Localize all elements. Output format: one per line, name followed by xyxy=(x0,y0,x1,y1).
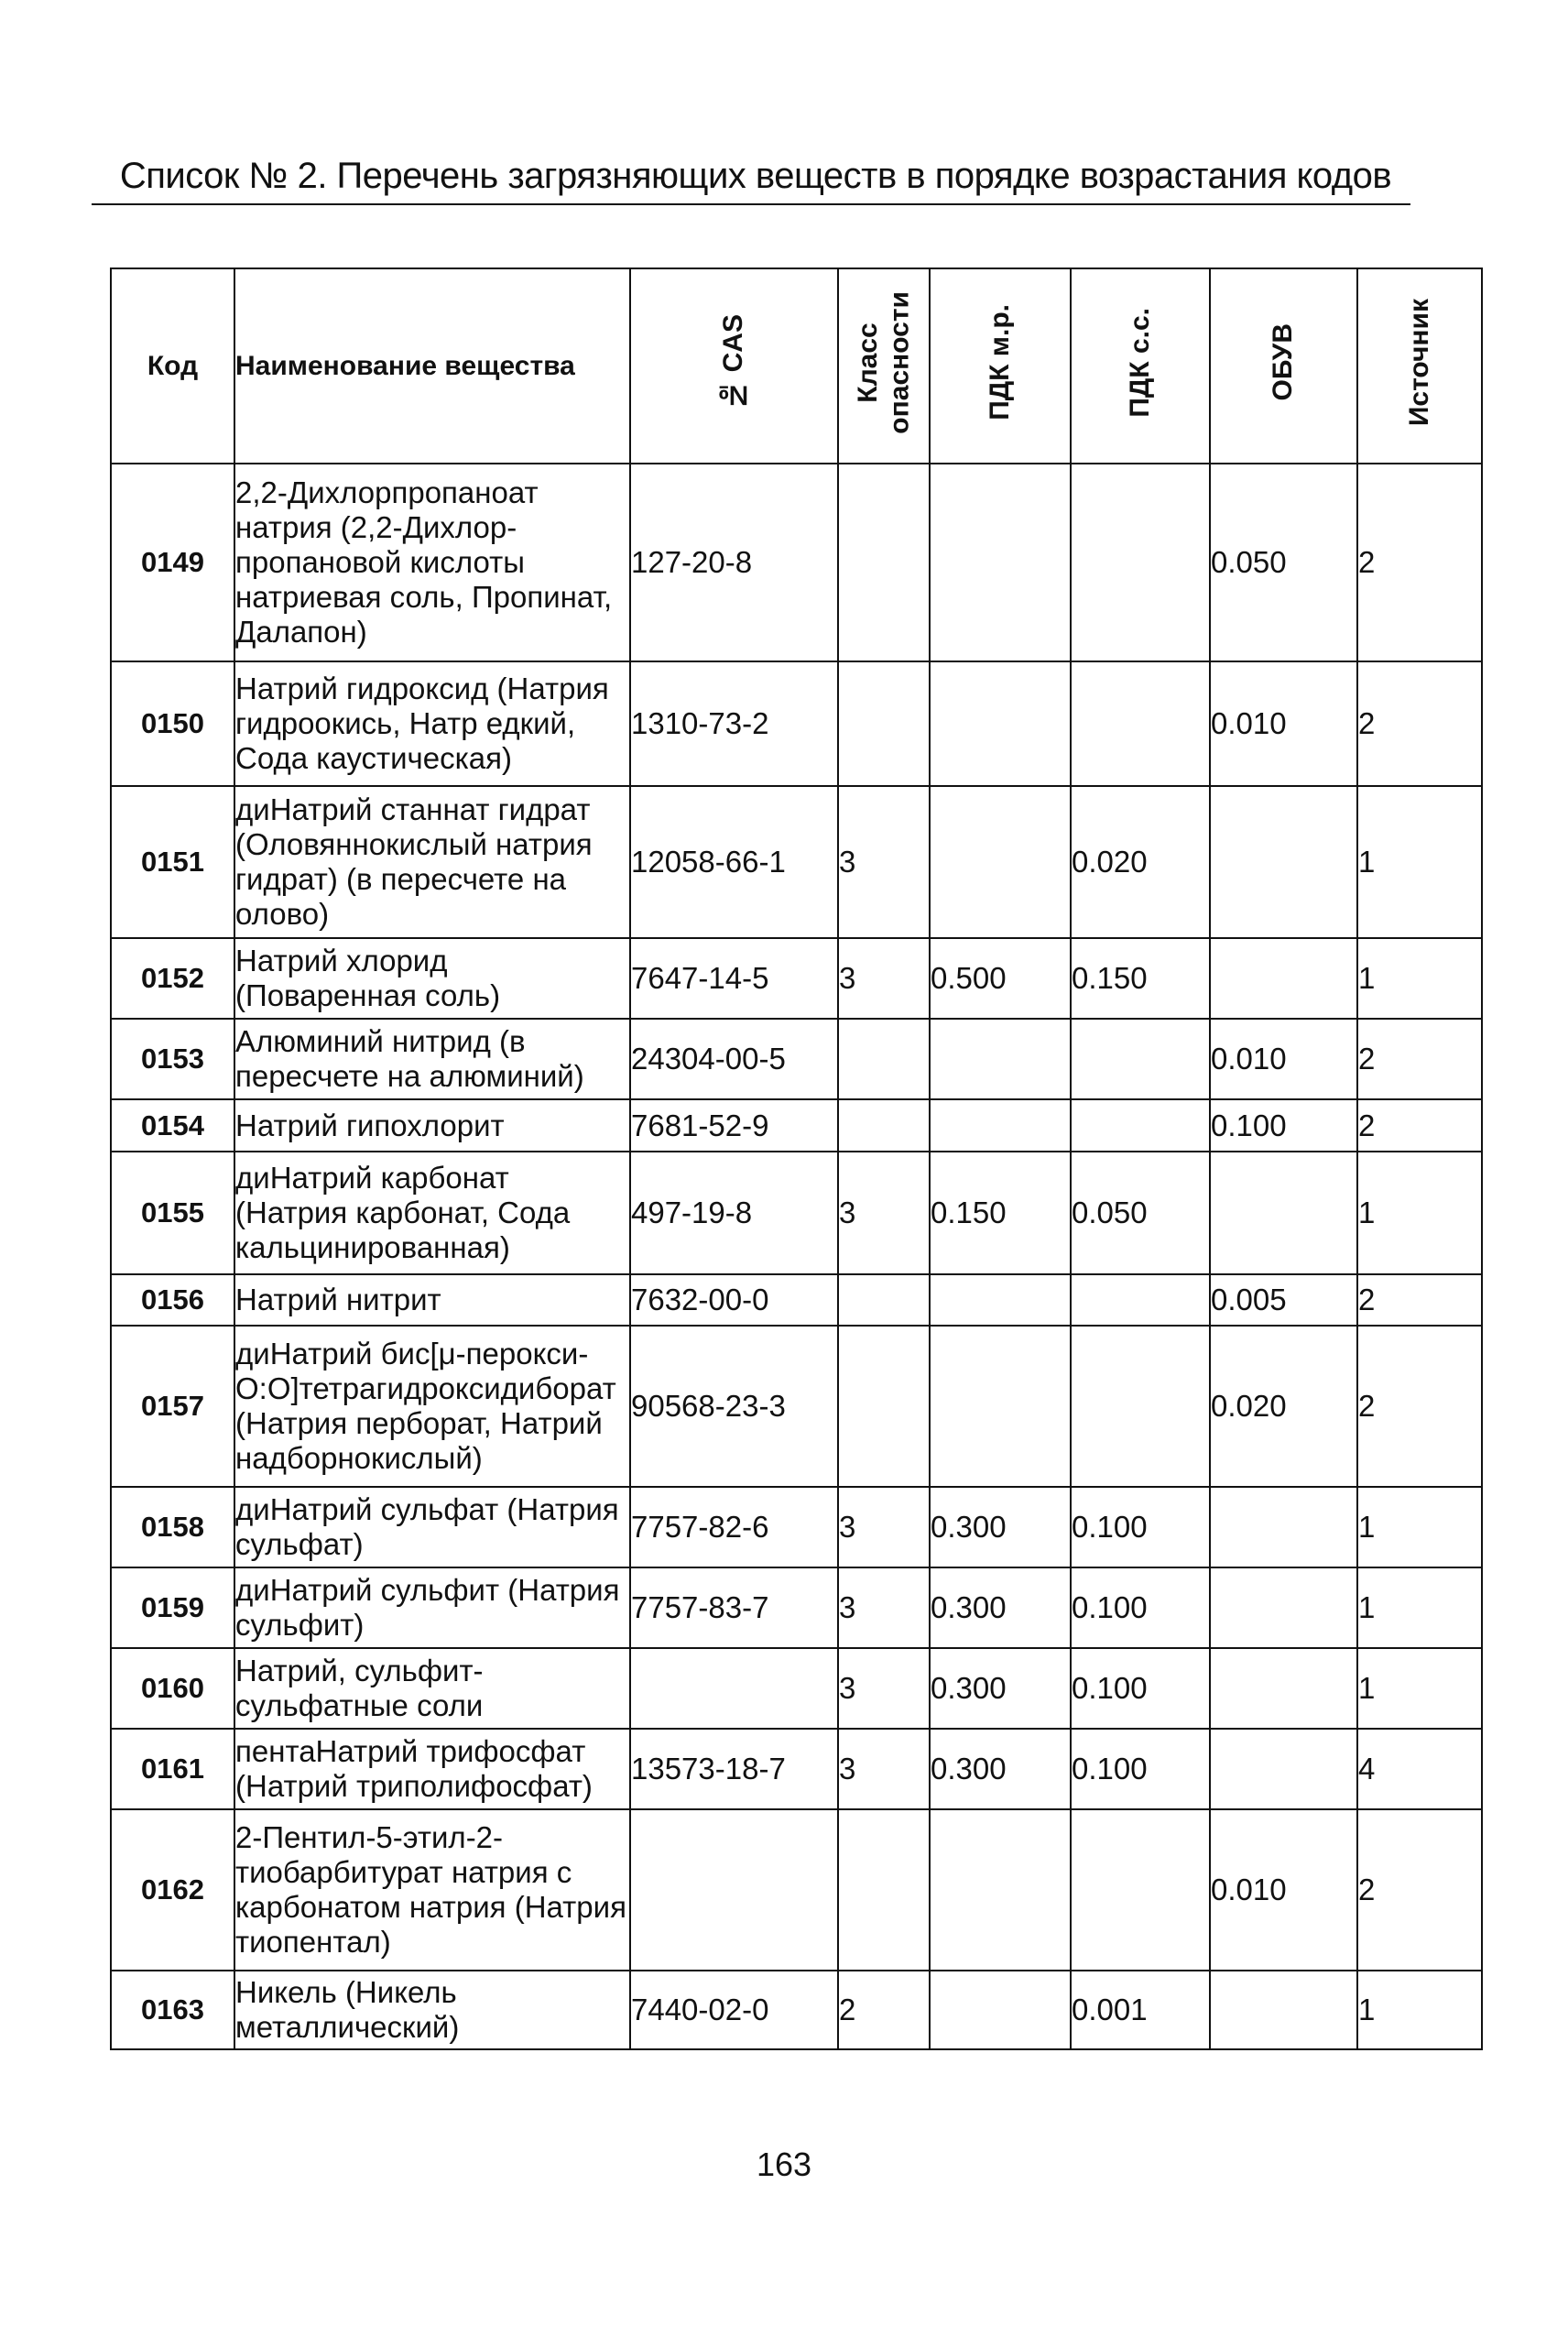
cell-name: пентаНатрий трифосфат (Натрий триполифосфат) xyxy=(234,1729,630,1809)
table-row xyxy=(111,786,1482,938)
page-title: Список № 2. Перечень загрязняющих веществ в порядке возрастания кодов xyxy=(119,156,1392,196)
cell-cas: 7757-83-7 xyxy=(630,1567,838,1648)
cell-name: Никель (Никель металлический) xyxy=(234,1971,630,2049)
cell-obuv: 0.050 xyxy=(1210,464,1357,661)
header-pdk-ss: ПДК с.с. xyxy=(1124,307,1155,418)
cell-pdk-mr: 0.300 xyxy=(930,1729,1071,1809)
cell-source: 2 xyxy=(1357,1019,1482,1099)
cell-code: 0162 xyxy=(111,1809,234,1971)
cell-hazard xyxy=(838,464,930,661)
cell-code: 0154 xyxy=(111,1099,234,1152)
cell-hazard xyxy=(838,1099,930,1152)
cell-name: Натрий гидроксид (Натрия гидроокись, Натр едкий, Сода каустическая) xyxy=(234,661,630,786)
cell-pdk-ss xyxy=(1071,1809,1210,1971)
cell-hazard xyxy=(838,1809,930,1971)
cell-hazard: 2 xyxy=(838,1971,930,2049)
cell-pdk-mr xyxy=(930,661,1071,786)
cell-obuv xyxy=(1210,1648,1357,1729)
cell-obuv: 0.010 xyxy=(1210,1809,1357,1971)
cell-hazard: 3 xyxy=(838,1487,930,1567)
header-hazard-cell xyxy=(838,268,930,464)
cell-pdk-ss xyxy=(1071,464,1210,661)
cell-pdk-mr: 0.300 xyxy=(930,1487,1071,1567)
header-hazard xyxy=(853,291,916,434)
cell-cas xyxy=(630,1809,838,1971)
header-hazard-line2: опасности xyxy=(884,290,914,434)
title-underline xyxy=(92,203,1410,205)
cell-source: 2 xyxy=(1357,1809,1482,1971)
cell-obuv xyxy=(1210,1971,1357,2049)
cell-cas: 7647-14-5 xyxy=(630,938,838,1019)
cell-source: 4 xyxy=(1357,1729,1482,1809)
cell-pdk-ss: 0.100 xyxy=(1071,1487,1210,1567)
table-row xyxy=(111,464,1482,661)
cell-hazard xyxy=(838,1019,930,1099)
cell-pdk-mr xyxy=(930,1971,1071,2049)
cell-code: 0163 xyxy=(111,1971,234,2049)
header-hazard-line1: Класс xyxy=(852,322,883,403)
table-row xyxy=(111,1019,1482,1099)
cell-pdk-ss: 0.100 xyxy=(1071,1729,1210,1809)
cell-source: 1 xyxy=(1357,938,1482,1019)
cell-hazard: 3 xyxy=(838,786,930,938)
cell-cas: 7681-52-9 xyxy=(630,1099,838,1152)
cell-source: 2 xyxy=(1357,1274,1482,1326)
table-row xyxy=(111,1729,1482,1809)
cell-cas: 7632-00-0 xyxy=(630,1274,838,1326)
cell-name: диНатрий сульфат (Натрия сульфат) xyxy=(234,1487,630,1567)
cell-code: 0161 xyxy=(111,1729,234,1809)
cell-pdk-mr: 0.500 xyxy=(930,938,1071,1019)
cell-obuv: 0.100 xyxy=(1210,1099,1357,1152)
cell-cas: 24304-00-5 xyxy=(630,1019,838,1099)
cell-name: Алюминий нитрид (в пересчете на алюминий) xyxy=(234,1019,630,1099)
cell-code: 0159 xyxy=(111,1567,234,1648)
cell-obuv xyxy=(1210,1152,1357,1274)
header-code: Код xyxy=(111,268,234,464)
cell-source: 2 xyxy=(1357,1099,1482,1152)
header-obuv: ОБУВ xyxy=(1268,323,1299,401)
cell-obuv xyxy=(1210,1729,1357,1809)
header-cas: № CAS xyxy=(718,314,749,410)
table-row xyxy=(111,1274,1482,1326)
header-obuv-cell xyxy=(1210,268,1357,464)
cell-name: диНатрий сульфит (Натрия сульфит) xyxy=(234,1567,630,1648)
cell-source: 1 xyxy=(1357,1648,1482,1729)
cell-pdk-mr: 0.300 xyxy=(930,1648,1071,1729)
cell-pdk-mr xyxy=(930,464,1071,661)
cell-code: 0152 xyxy=(111,938,234,1019)
cell-pdk-ss xyxy=(1071,1274,1210,1326)
cell-obuv: 0.010 xyxy=(1210,1019,1357,1099)
cell-pdk-mr xyxy=(930,1019,1071,1099)
header-name: Наименование вещества xyxy=(234,268,630,464)
cell-obuv xyxy=(1210,1487,1357,1567)
cell-pdk-ss xyxy=(1071,1019,1210,1099)
table-row xyxy=(111,1326,1482,1487)
header-source: Источник xyxy=(1403,298,1434,427)
cell-source: 2 xyxy=(1357,464,1482,661)
substances-table xyxy=(110,268,1483,2050)
cell-hazard xyxy=(838,1326,930,1487)
table-row xyxy=(111,1567,1482,1648)
cell-pdk-ss: 0.100 xyxy=(1071,1567,1210,1648)
cell-obuv xyxy=(1210,1567,1357,1648)
cell-name: Натрий хлорид (Поваренная соль) xyxy=(234,938,630,1019)
cell-source: 1 xyxy=(1357,1152,1482,1274)
cell-pdk-ss: 0.020 xyxy=(1071,786,1210,938)
table-row xyxy=(111,1099,1482,1152)
table-row xyxy=(111,938,1482,1019)
table-header-row xyxy=(111,268,1482,464)
cell-cas: 13573-18-7 xyxy=(630,1729,838,1809)
cell-source: 1 xyxy=(1357,1971,1482,2049)
cell-pdk-mr xyxy=(930,1809,1071,1971)
cell-name: Натрий гипохлорит xyxy=(234,1099,630,1152)
cell-hazard xyxy=(838,661,930,786)
cell-code: 0150 xyxy=(111,661,234,786)
cell-pdk-mr: 0.300 xyxy=(930,1567,1071,1648)
cell-hazard: 3 xyxy=(838,1152,930,1274)
cell-source: 1 xyxy=(1357,1567,1482,1648)
cell-cas: 127-20-8 xyxy=(630,464,838,661)
cell-obuv: 0.020 xyxy=(1210,1326,1357,1487)
cell-pdk-ss xyxy=(1071,1099,1210,1152)
cell-code: 0155 xyxy=(111,1152,234,1274)
cell-hazard: 3 xyxy=(838,938,930,1019)
cell-name: Натрий нитрит xyxy=(234,1274,630,1326)
header-cas-cell xyxy=(630,268,838,464)
cell-name: диНатрий станнат гидрат (Оловяннокислый натрия гидрат) (в пересчете на олово) xyxy=(234,786,630,938)
cell-code: 0149 xyxy=(111,464,234,661)
cell-cas: 12058-66-1 xyxy=(630,786,838,938)
cell-name: 2-Пентил-5-этил-2-тиобарбитурат натрия с карбонатом натрия (Натрия тиопентал) xyxy=(234,1809,630,1971)
cell-pdk-mr: 0.150 xyxy=(930,1152,1071,1274)
cell-cas: 7757-82-6 xyxy=(630,1487,838,1567)
cell-obuv: 0.005 xyxy=(1210,1274,1357,1326)
cell-hazard: 3 xyxy=(838,1567,930,1648)
cell-hazard: 3 xyxy=(838,1648,930,1729)
cell-cas: 7440-02-0 xyxy=(630,1971,838,2049)
cell-pdk-ss: 0.050 xyxy=(1071,1152,1210,1274)
cell-hazard xyxy=(838,1274,930,1326)
header-source-cell xyxy=(1357,268,1482,464)
cell-code: 0156 xyxy=(111,1274,234,1326)
table-row xyxy=(111,1487,1482,1567)
cell-name: диНатрий бис[μ-перокси-O:O]тетрагидроксидиборат (Натрия перборат, Натрий надборнокислый) xyxy=(234,1326,630,1487)
table-row xyxy=(111,661,1482,786)
cell-pdk-mr xyxy=(930,1099,1071,1152)
cell-source: 1 xyxy=(1357,786,1482,938)
cell-pdk-ss: 0.001 xyxy=(1071,1971,1210,2049)
cell-code: 0157 xyxy=(111,1326,234,1487)
cell-obuv: 0.010 xyxy=(1210,661,1357,786)
cell-source: 2 xyxy=(1357,1326,1482,1487)
cell-pdk-ss: 0.150 xyxy=(1071,938,1210,1019)
page-number: 163 xyxy=(756,2146,812,2183)
cell-pdk-ss xyxy=(1071,1326,1210,1487)
cell-code: 0158 xyxy=(111,1487,234,1567)
cell-pdk-mr xyxy=(930,1326,1071,1487)
cell-source: 1 xyxy=(1357,1487,1482,1567)
header-pdk-mr-cell xyxy=(930,268,1071,464)
cell-name: 2,2-Дихлорпропаноат натрия (2,2-Дихлор-пропановой кислоты натриевая соль, Пропинат, Далапон) xyxy=(234,464,630,661)
cell-source: 2 xyxy=(1357,661,1482,786)
cell-obuv xyxy=(1210,938,1357,1019)
table-row xyxy=(111,1152,1482,1274)
cell-pdk-ss: 0.100 xyxy=(1071,1648,1210,1729)
table-row xyxy=(111,1648,1482,1729)
cell-code: 0160 xyxy=(111,1648,234,1729)
cell-cas xyxy=(630,1648,838,1729)
cell-cas: 90568-23-3 xyxy=(630,1326,838,1487)
cell-name: диНатрий карбонат (Натрия карбонат, Сода кальцинированная) xyxy=(234,1152,630,1274)
cell-hazard: 3 xyxy=(838,1729,930,1809)
cell-obuv xyxy=(1210,786,1357,938)
cell-pdk-ss xyxy=(1071,661,1210,786)
table-row xyxy=(111,1971,1482,2049)
cell-name: Натрий, сульфит-сульфатные соли xyxy=(234,1648,630,1729)
table-row xyxy=(111,1809,1482,1971)
header-pdk-ss-cell xyxy=(1071,268,1210,464)
cell-cas: 497-19-8 xyxy=(630,1152,838,1274)
cell-pdk-mr xyxy=(930,1274,1071,1326)
header-pdk-mr: ПДК м.р. xyxy=(984,304,1015,420)
cell-pdk-mr xyxy=(930,786,1071,938)
cell-code: 0153 xyxy=(111,1019,234,1099)
cell-cas: 1310-73-2 xyxy=(630,661,838,786)
cell-code: 0151 xyxy=(111,786,234,938)
